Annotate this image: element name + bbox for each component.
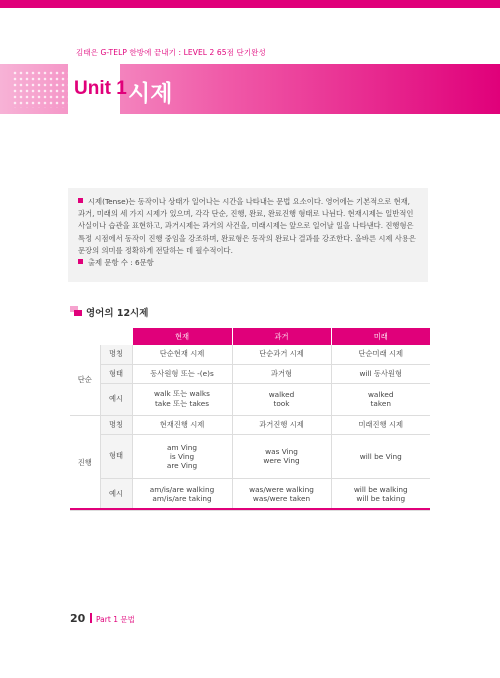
table-bottom-rule <box>70 508 430 510</box>
footer-separator <box>90 613 92 623</box>
table-cell: 과거형 <box>232 364 331 383</box>
group-label-simple: 단순 <box>70 345 100 415</box>
unit-title: 시제 <box>128 81 173 107</box>
table-row <box>70 478 430 510</box>
page-number: 20 <box>70 612 86 625</box>
table-cell: walked taken <box>331 383 430 415</box>
unit-number: Unit 1 <box>74 78 127 99</box>
table-cell: 단순미래 시제 <box>331 345 430 364</box>
unit-banner <box>0 64 500 114</box>
table-row <box>70 383 430 415</box>
section-marker-icon <box>70 306 82 316</box>
table-cell: will be walking will be taking <box>331 478 430 510</box>
row-label: 명칭 <box>100 345 132 364</box>
table-row <box>70 345 430 364</box>
table-row <box>70 434 430 478</box>
table-cell: 미래진행 시제 <box>331 415 430 434</box>
dot-pattern-decoration <box>12 70 72 108</box>
intro-box <box>68 188 428 282</box>
row-label: 예시 <box>100 478 132 510</box>
table-cell: 동사원형 또는 -(e)s <box>132 364 232 383</box>
bullet-square-icon <box>78 198 83 203</box>
table-cell: am Ving is Ving are Ving <box>132 434 232 478</box>
row-label: 형태 <box>100 364 132 383</box>
tense-table <box>70 328 430 511</box>
table-cell: was/were walking was/were taken <box>232 478 331 510</box>
row-label: 예시 <box>100 383 132 415</box>
table-cell: 단순과거 시제 <box>232 345 331 364</box>
header-blank <box>70 328 132 345</box>
header-present: 현재 <box>132 328 232 345</box>
footer-section-label: Part 1 문법 <box>96 615 135 624</box>
group-label-progressive: 진행 <box>70 415 100 510</box>
row-label: 형태 <box>100 434 132 478</box>
table-header-row <box>70 328 430 345</box>
section-title: 영어의 12시제 <box>86 308 149 319</box>
table-cell: am/is/are walking am/is/are taking <box>132 478 232 510</box>
table-cell: was Ving were Ving <box>232 434 331 478</box>
table-cell: will be Ving <box>331 434 430 478</box>
running-header: 김태은 G-TELP 한방에 끝내기 : LEVEL 2 65점 단기완성 <box>76 48 266 57</box>
table-cell: will 동사원형 <box>331 364 430 383</box>
table-cell: 현재진행 시제 <box>132 415 232 434</box>
top-accent-bar <box>0 0 500 8</box>
table-cell: 과거진행 시제 <box>232 415 331 434</box>
bullet-square-icon <box>78 259 83 264</box>
question-count-line: 출제 문항 수 : 6문항 <box>78 257 418 269</box>
intro-paragraph: 시제(Tense)는 동작이나 상태가 일어나는 시간을 나타내는 문법 요소이다. 영어에는 기본적으로 현재, 과거, 미래의 세 가지 시제가 있으며, 각각 단순, 진행, 완료, 완료진행 형태로 나뉜다. 현재시제는 일반적인 사실이나 습관을 표현하고, 과거시제는 과거의 사건을, 미래시제는 앞으로 일어날 일을 나타낸다. 진행형은 특정 시점에서 동작이 진행 중임을 강조하며, 완료형은 동작의 완료나 결과를 강조한다. 올바른 시제 사용은 문장의 의미를 정확하게 전달하는 데 필수적이다. <box>78 197 416 255</box>
table-cell: 단순현재 시제 <box>132 345 232 364</box>
table-row <box>70 415 430 434</box>
table-row <box>70 364 430 383</box>
table-cell: walk 또는 walks take 또는 takes <box>132 383 232 415</box>
row-label: 명칭 <box>100 415 132 434</box>
header-future: 미래 <box>331 328 430 345</box>
header-past: 과거 <box>232 328 331 345</box>
table-cell: walked took <box>232 383 331 415</box>
